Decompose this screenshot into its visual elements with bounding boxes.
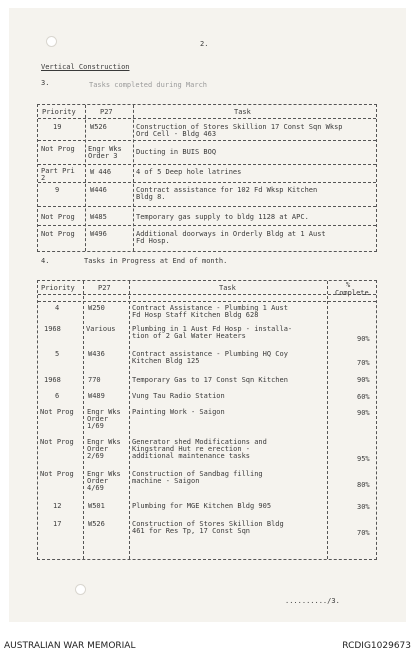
table-cell-priority: Not Prog	[41, 213, 75, 221]
table-cell-priority: Not Prog	[40, 408, 74, 416]
table-cell-pct: 60%	[357, 393, 370, 401]
table-cell-task: Ord Cell - Bldg 463	[136, 130, 217, 138]
table-cell-priority: 1968	[44, 376, 61, 384]
table-cell-task: additional maintenance tasks	[132, 452, 251, 460]
table2-header-task: Task	[219, 284, 236, 292]
table-cell-p27: Engr Wks	[87, 438, 121, 446]
table-cell-pct: 80%	[357, 481, 370, 489]
table-cell-p27: W526	[90, 123, 107, 131]
table1-header-task: Task	[234, 108, 251, 116]
document-page	[9, 8, 406, 622]
table-cell-pct: 90%	[357, 409, 370, 417]
table-cell-priority: Not Prog	[41, 230, 75, 238]
table-cell-priority: Not Prog	[41, 145, 75, 153]
table-cell-priority: 6	[55, 392, 60, 400]
table-cell-task: Construction of Stores Skillion 17 Const Sqn Wksp	[136, 123, 343, 131]
table-cell-pct: 70%	[357, 359, 370, 367]
table-cell-task: Kitchen Bldg 125	[132, 357, 200, 365]
table-cell-task: machine - Saigon	[132, 477, 200, 485]
punch-hole-bottom	[75, 584, 86, 595]
table-cell-task: Temporary gas supply to bldg 1128 at APC.	[136, 213, 309, 221]
table-cell-task: Contract assistance - Plumbing HQ Coy	[132, 350, 288, 358]
table-cell-pct: 30%	[357, 503, 370, 511]
table-cell-p27: Order	[87, 445, 109, 453]
table-cell-task: Construction of Stores Skillion Bldg	[132, 520, 284, 528]
table-cell-p27: Engr Wks	[88, 145, 122, 153]
section-heading: Vertical Construction	[41, 63, 130, 71]
archive-footer	[0, 628, 415, 654]
table-cell-p27: Engr Wks	[87, 470, 121, 478]
table-cell-priority: 12	[53, 502, 62, 510]
table-cell-p27: W436	[88, 350, 105, 358]
table-cell-task: Plumbing in 1 Aust Fd Hosp - installa-	[132, 325, 293, 333]
table-cell-priority: Part Pri	[41, 167, 75, 175]
table2-header-priority: Priority	[41, 284, 75, 292]
table-cell-p27: Various	[86, 325, 116, 333]
table-cell-p27: Engr Wks	[87, 408, 121, 416]
section-3-title: Tasks completed during March	[89, 81, 208, 89]
table-cell-p27: W526	[88, 520, 105, 528]
table-cell-p27: W489	[88, 392, 105, 400]
table-cell-priority: 17	[53, 520, 62, 528]
table-cell-task: Temporary Gas to 17 Const Sqn Kitchen	[132, 376, 288, 384]
table-cell-task: Ducting in BUIS BOQ	[136, 148, 217, 156]
section-3-number: 3.	[41, 79, 50, 87]
table1-header-p27: P27	[100, 108, 113, 116]
table-cell-p27: 1/69	[87, 422, 104, 430]
archive-name: AUSTRALIAN WAR MEMORIAL	[4, 641, 136, 651]
table-cell-priority: 2	[41, 174, 46, 182]
table-cell-task: Bldg 8.	[136, 193, 166, 201]
table-cell-task: 461 for Res Tp, 17 Const Sqn	[132, 527, 251, 535]
table-cell-pct: 90%	[357, 376, 370, 384]
table-cell-p27: 4/69	[87, 484, 104, 492]
table-cell-task: Painting Work - Saigon	[132, 408, 225, 416]
page-number: 2.	[200, 40, 209, 48]
table-cell-task: Fd Hosp Staff Kitchen Bldg 628	[132, 311, 259, 319]
table-cell-p27: Order	[87, 477, 109, 485]
table-cell-task: 4 of 5 Deep hole latrines	[136, 168, 242, 176]
table-cell-pct: 95%	[357, 455, 370, 463]
table-cell-priority: 4	[55, 304, 60, 312]
table2-header-complete: Complete	[335, 289, 369, 297]
table-cell-task: Contract assistance for 102 Fd Wksp Kitchen	[136, 186, 318, 194]
table-cell-task: Fd Hosp.	[136, 237, 170, 245]
punch-hole-top	[46, 36, 57, 47]
completed-tasks-table	[37, 104, 377, 252]
table-cell-p27: 770	[88, 376, 101, 384]
table-cell-task: Generator shed Modifications and	[132, 438, 267, 446]
in-progress-tasks-table	[37, 280, 377, 560]
table-cell-p27: W496	[90, 230, 107, 238]
table-cell-p27: W501	[88, 502, 105, 510]
table-cell-task: Plumbing for MGE Kitchen Bldg 905	[132, 502, 272, 510]
table2-header-pct-symbol: %	[346, 281, 351, 289]
table-cell-task: Construction of Sandbag filling	[132, 470, 263, 478]
table-cell-p27: 2/69	[87, 452, 104, 460]
table-cell-priority: Not Prog	[40, 470, 74, 478]
table2-header-p27: P27	[98, 284, 111, 292]
continuation-marker: ........../3.	[285, 597, 340, 605]
table-cell-task: Kingstrand Hut re erection -	[132, 445, 251, 453]
table-cell-task: Contract Assistance - Plumbing 1 Aust	[132, 304, 288, 312]
archive-reference: RCDIG1029673	[342, 641, 411, 651]
table-cell-priority: 19	[53, 123, 62, 131]
table-cell-priority: Not Prog	[40, 438, 74, 446]
table-cell-task: Vung Tau Radio Station	[132, 392, 225, 400]
table1-header-priority: Priority	[42, 108, 76, 116]
section-4-title: Tasks in Progress at End of month.	[84, 257, 228, 265]
table-cell-p27: W 446	[90, 168, 112, 176]
table-cell-p27: W446	[90, 186, 107, 194]
table-cell-task: tion of 2 Gal Water Heaters	[132, 332, 246, 340]
table-cell-p27: W485	[90, 213, 107, 221]
table-cell-pct: 90%	[357, 335, 370, 343]
table-cell-p27: Order	[87, 415, 109, 423]
table-cell-priority: 9	[55, 186, 60, 194]
section-4-number: 4.	[41, 257, 50, 265]
table-cell-p27: W250	[88, 304, 105, 312]
table-cell-priority: 5	[55, 350, 60, 358]
table-cell-pct: 70%	[357, 529, 370, 537]
table-cell-p27: Order 3	[88, 152, 118, 160]
table-cell-task: Additional doorways in Orderly Bldg at 1 Aust	[136, 230, 326, 238]
table-cell-priority: 1968	[44, 325, 61, 333]
